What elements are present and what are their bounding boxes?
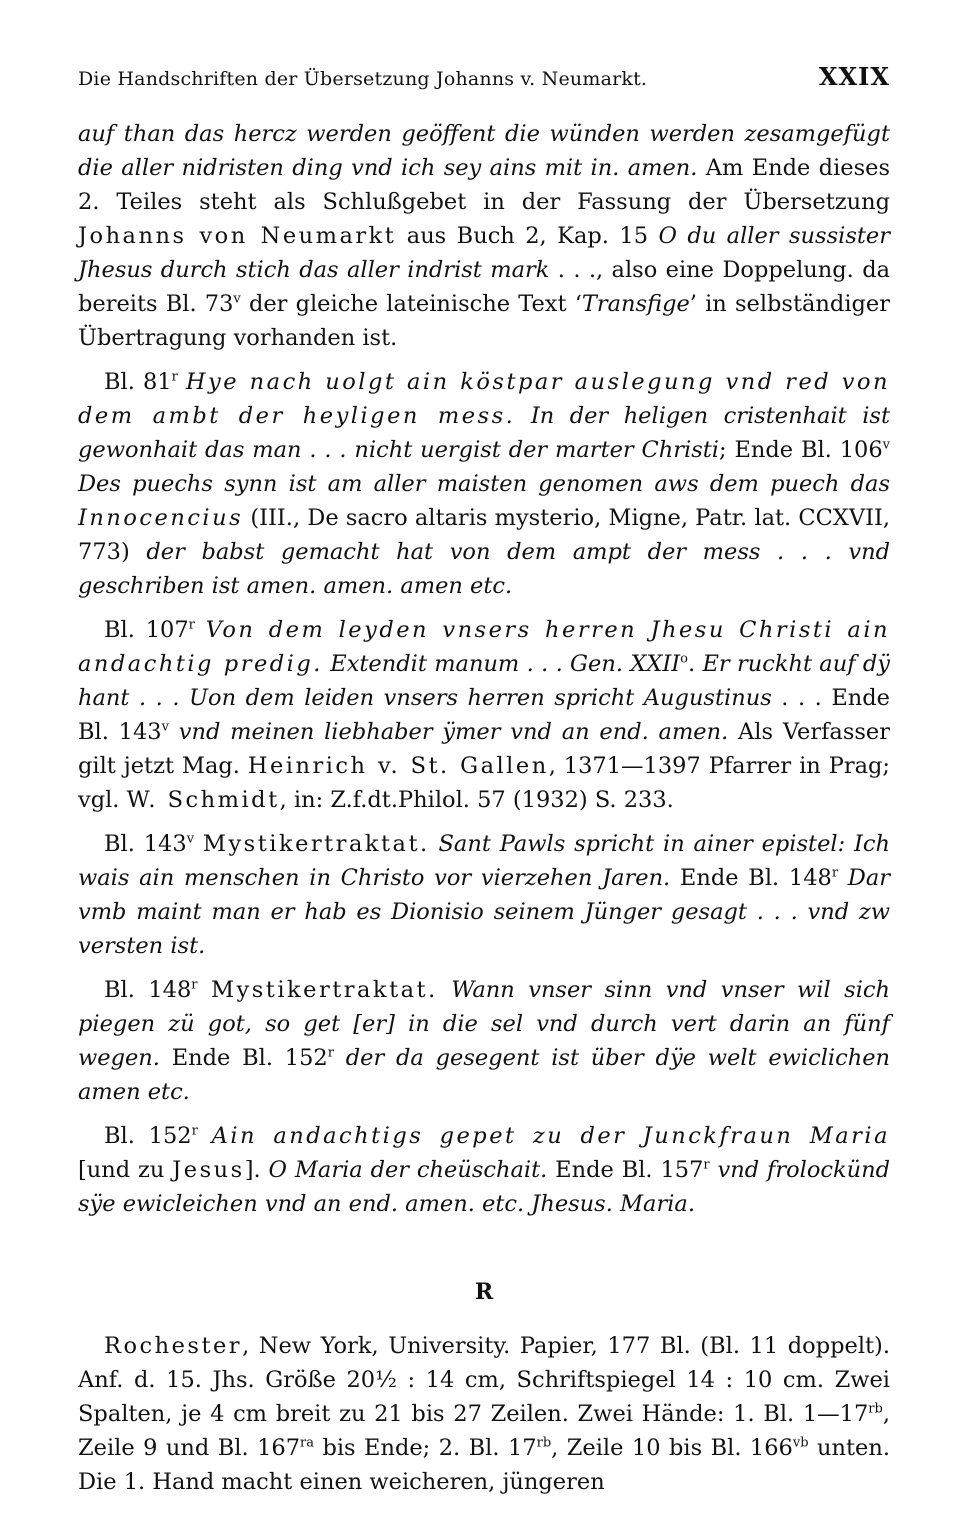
paragraph-4: [78, 827, 890, 963]
text-run: vnd frolockünd sÿe ewicleichen vnd an end. amen. etc. Jhesus. Maria.: [78, 1157, 890, 1217]
text-run: O du aller sussister Jhesus durch stich das aller indrist mark: [78, 223, 890, 283]
text-run: [195, 617, 206, 643]
text-run: Bl. 143: [104, 831, 187, 857]
text-run: Ain andachtigs gepet zu der Junckfraun Maria: [211, 1123, 891, 1149]
text-run: Bl. 107: [104, 617, 189, 643]
text-run: r: [191, 977, 198, 993]
text-run: , Zeile 10 bis Bl. 166: [551, 1435, 793, 1461]
text-run: [178, 369, 186, 395]
text-run: Wann vnser sinn vnd vnser wil sich piegen zü got, so get [er] in die sel vnd durch vert darin an fünf wegen.: [78, 977, 891, 1071]
text-run: Extendit manum . . . Gen. XXII: [330, 651, 681, 677]
text-run: ].: [244, 1157, 269, 1183]
text-run: , New York, University. Papier, 177 Bl. (Bl. 11 doppelt). Anf. d. 15. Jhs. Größe 20½ : 14 cm, Schriftspiegel 14 : 10 cm. Zwei Spalten, je 4 cm breit zu 21 bis 27 Zeilen. Zwei Hände: 1. Bl. 1—17: [78, 1333, 890, 1427]
text-run: Dar vmb maint man er hab es Dionisio seinem Jünger gesagt . . . vnd zw versten ist.: [78, 865, 890, 959]
text-run: vb: [792, 1435, 809, 1451]
text-run: auf than das hercz werden geöffent die wünden werden zesamgefügt die aller nidristen ding vnd ich sey ains mit in. amen.: [78, 121, 890, 181]
text-run: ra: [300, 1435, 314, 1451]
paragraph-3: [78, 613, 890, 817]
text-run: r: [831, 865, 839, 881]
text-run: vnd meinen liebhaber ÿmer vnd an end. amen.: [178, 719, 729, 745]
text-run: unten. Die 1. Hand macht einen weicheren, jüngeren: [78, 1435, 890, 1495]
text-run: v: [186, 831, 195, 847]
text-run: Am Ende dieses 2. Teiles steht als Schlußgebet in der Fassung der Übersetzung: [78, 155, 891, 215]
text-run: rb: [536, 1435, 552, 1451]
text-run: In der heligen cristenhait ist gewonhait das man . . . nicht uergist der marter Christi: [78, 403, 890, 463]
text-run: Bl. 148: [104, 977, 192, 1003]
text-run: Er ruckht auf dÿ hant . . . Uon dem leiden vnsers herren spricht Augustinus: [78, 651, 890, 711]
text-run: (III., De sacro altaris mysterio, Migne, Patr. lat. CCXVII, 773): [78, 505, 890, 565]
text-run: r: [171, 369, 178, 385]
text-run: W. Schmidt: [126, 787, 280, 813]
text-run: v: [882, 437, 891, 453]
body-text: [78, 117, 890, 1499]
text-run: [438, 977, 451, 1003]
text-run: Johanns von Neumarkt: [78, 223, 397, 249]
text-run: Bl. 81: [104, 369, 172, 395]
text-run: r: [703, 1157, 710, 1173]
text-run: [515, 403, 531, 429]
text-run: ’ in selbständiger Übertragung vorhanden ist.: [78, 291, 890, 351]
paragraph-2: [78, 365, 890, 603]
text-run: aus Buch 2, Kap. 15: [396, 223, 659, 249]
text-run: Innocencius: [78, 505, 244, 531]
text-run: [169, 719, 179, 745]
section-heading: R: [474, 1279, 494, 1305]
text-run: .: [687, 651, 703, 677]
text-run: Rochester: [104, 1333, 243, 1359]
text-run: Von dem leyden vnsers herren Jhesu Christi ain andachtig predig.: [78, 617, 891, 677]
document-page: [78, 62, 890, 1509]
text-run: bis Ende; 2. Bl. 17: [313, 1435, 537, 1461]
text-run: Heinrich v. St. Gallen: [247, 753, 549, 779]
text-run: der gleiche lateinische Text ‘: [240, 291, 582, 317]
text-run: v: [161, 719, 169, 735]
text-run: , Zeile 9 und Bl. 167: [78, 1401, 890, 1461]
running-title: Die Handschriften der Übersetzung Johanns v. Neumarkt.: [78, 68, 648, 90]
text-run: Ende Bl. 157: [547, 1157, 704, 1183]
text-run: [334, 1045, 346, 1071]
text-run: r: [191, 1123, 198, 1139]
text-run: Ende Bl. 148: [670, 865, 832, 891]
text-run: v: [233, 291, 241, 307]
paragraph-rochester: [78, 1329, 890, 1499]
running-header: [78, 62, 890, 91]
text-run: Mystikertraktat.: [210, 977, 438, 1003]
text-run: [430, 831, 439, 857]
text-run: ; Ende Bl. 106: [719, 437, 883, 463]
text-run: Transfige: [581, 291, 690, 317]
text-run: Jesus: [172, 1157, 245, 1183]
text-run: . . ., also eine Doppelung. da bereits Bl. 73: [78, 257, 891, 317]
text-run: , in: Z.f.dt.Philol. 57 (1932) S. 233.: [279, 787, 674, 813]
text-run: der babst gemacht hat von dem ampt der mess . . . vnd geschriben ist amen. amen. amen etc.: [78, 539, 890, 599]
text-run: [194, 831, 203, 857]
paragraph-5: [78, 973, 890, 1109]
text-run: O Maria der cheüschait.: [268, 1157, 548, 1183]
text-run: . . . Ende Bl. 143: [78, 685, 891, 745]
text-run: Sant Pawls spricht in ainer epistel: Ich wais ain menschen in Christo vor vierzehen Jaren.: [78, 831, 891, 891]
text-run: , 1371—1397 Pfarrer in Prag; vgl.: [78, 753, 891, 813]
text-run: Mystikertraktat.: [202, 831, 430, 857]
text-run: der da gesegent ist über dÿe welt ewiclichen amen etc.: [78, 1045, 891, 1105]
text-run: [und zu: [78, 1157, 173, 1183]
text-run: Hye nach uolgt ain köstpar auslegung vnd red von dem ambt der heyligen mess.: [78, 369, 890, 429]
text-run: [838, 865, 848, 891]
text-run: [198, 977, 211, 1003]
text-run: r: [327, 1045, 334, 1061]
text-run: Bl. 152: [104, 1123, 192, 1149]
text-run: o: [680, 651, 688, 667]
text-run: [710, 1157, 718, 1183]
text-run: Ende Bl. 152: [159, 1045, 328, 1071]
text-run: rb: [868, 1401, 883, 1417]
text-run: [198, 1123, 212, 1149]
text-run: r: [188, 617, 195, 633]
paragraph-6: [78, 1119, 890, 1221]
text-run: Des puechs synn ist am aller maisten genomen aws dem puech das: [78, 471, 890, 497]
page-number: XXIX: [818, 62, 890, 91]
text-run: Als Verfasser gilt jetzt Mag.: [78, 719, 890, 779]
paragraph-1: [78, 117, 890, 355]
